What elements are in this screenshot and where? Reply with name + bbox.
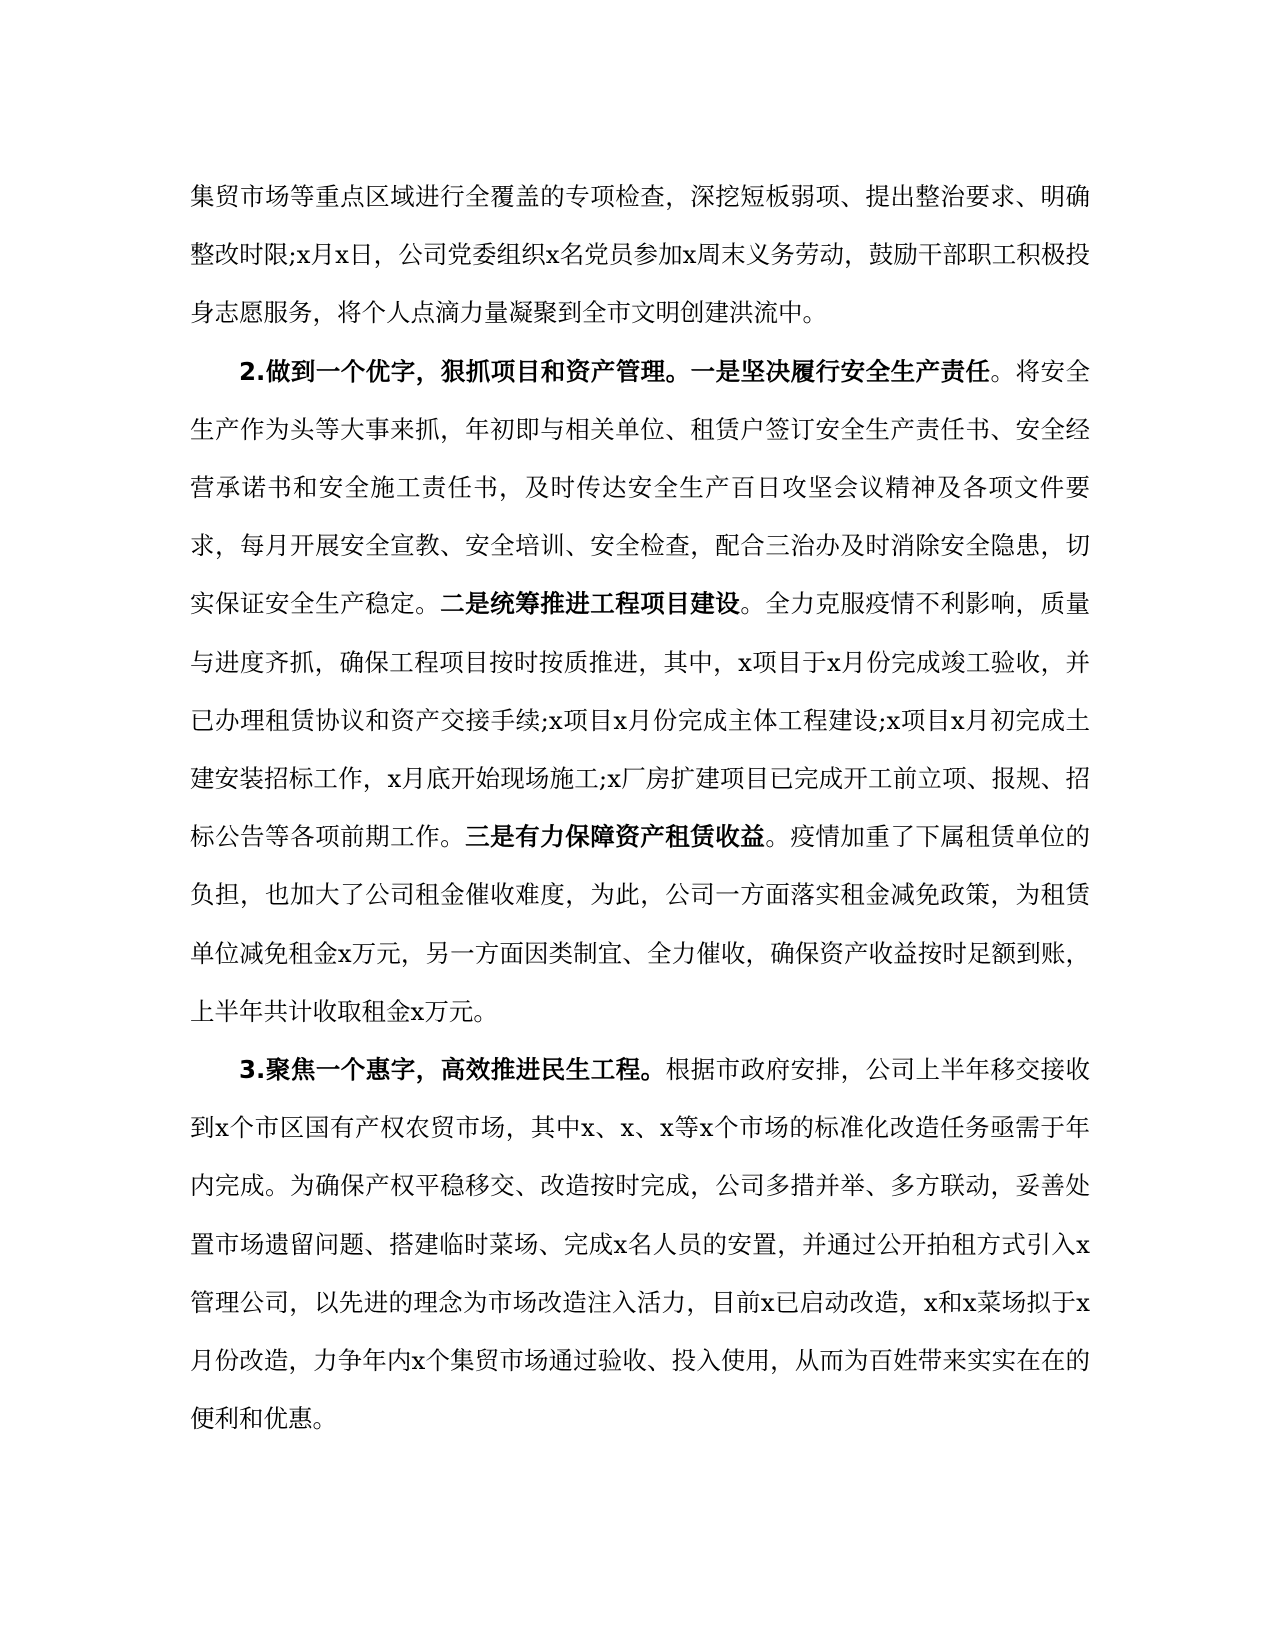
section-heading-2: 2.做到一个优字，狠抓项目和资产管理。 (239, 356, 691, 386)
paragraph-text: 集贸市场等重点区域进行全覆盖的专项检查，深挖短板弱项、提出整治要求、明确整改时限;x月x日，公司党委组织x名党员参加x周末义务劳动，鼓励干部职工积极投身志愿服务，将个人点滴力量凝聚到全市文明创建洪流中。 (190, 182, 1090, 328)
paragraph-text: 。将安全生产作为头等大事来抓，年初即与相关单位、租赁户签订安全生产责任书、安全经营承诺书和安全施工责任书，及时传达安全生产百日攻坚会议精神及各项文件要求，每月开展安全宣教、安全培训、安全检查，配合三治办及时消除安全隐患，切实保证安全生产稳定。 (190, 356, 1091, 619)
subheading-safety-responsibility: 一是坚决履行安全生产责任 (690, 356, 991, 386)
paragraph-livelihood-projects (190, 1041, 1090, 1448)
paragraph-text: 根据市政府安排，公司上半年移交接收到x个市区国有产权农贸市场，其中x、x、x等x个市场的标准化改造任务亟需于年内完成。为确保产权平稳移交、改造按时完成，公司多措并举、多方联动，妥善处置市场遗留问题、搭建临时菜场、完成x名人员的安置，并通过公开拍租方式引入x管理公司，以先进的理念为市场改造注入活力，目前x已启动改造，x和x菜场拟于x月份改造，力争年内x个集贸市场通过验收、投入使用，从而为百姓带来实实在在的便利和优惠。 (190, 1055, 1090, 1434)
paragraph-text: 。疫情加重了下属租赁单位的负担，也加大了公司租金催收难度，为此，公司一方面落实租金减免政策，为租赁单位减免租金x万元，另一方面因类制宜、全力催收，确保资产收益按时足额到账，上半年共计收取租金x万元。 (190, 822, 1090, 1026)
paragraph-text: 。全力克服疫情不利影响，质量与进度齐抓，确保工程项目按时按质推进，其中，x项目于x月份完成竣工验收，并已办理租赁协议和资产交接手续;x项目x月份完成主体工程建设;x项目x月初完成土建安装招标工作，x月底开始现场施工;x厂房扩建项目已完成开工前立项、报规、招标公告等各项前期工作。 (190, 589, 1091, 852)
paragraph-project-asset-management (190, 343, 1090, 1041)
paragraph-civilization-inspection (190, 168, 1090, 343)
section-heading-3: 3.聚焦一个惠字，高效推进民生工程。 (239, 1055, 666, 1085)
subheading-lease-revenue: 三是有力保障资产租赁收益 (465, 822, 766, 852)
subheading-engineering-projects: 二是统筹推进工程项目建设 (440, 589, 741, 619)
document-body (190, 168, 1090, 1448)
